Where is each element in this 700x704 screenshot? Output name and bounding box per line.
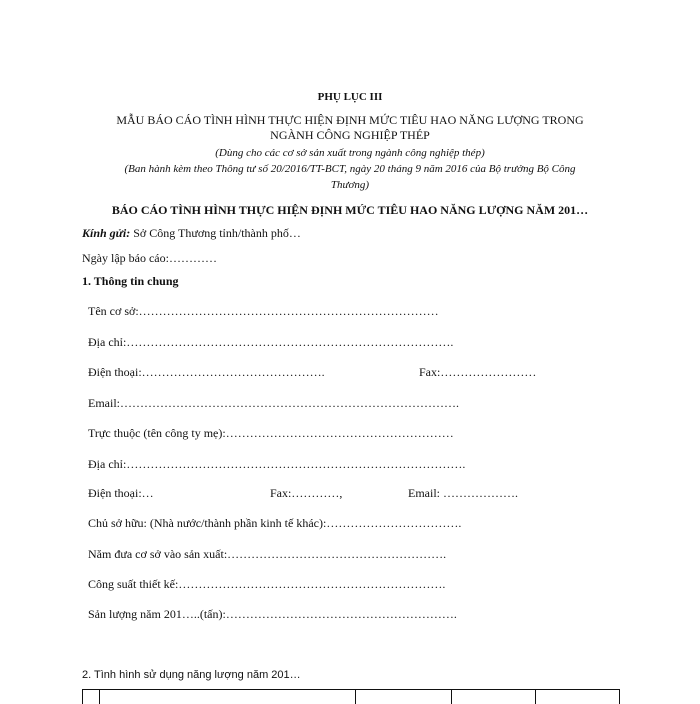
field-address: Địa chỉ:………………………………………………………………………. [88,335,454,349]
appendix-heading: PHỤ LỤC III [317,91,383,103]
table-column-divider [99,690,100,704]
field-phone: Điện thoại:………………………………………. [88,365,325,379]
field-parent-address: Địa chỉ:…………………………………………………………………………. [88,457,466,471]
recipient-label: Kính gửi: [82,226,131,240]
energy-usage-table [82,689,620,704]
field-parent-phone: Điện thoại:… [88,486,154,500]
field-facility-name: Tên cơ sở:………………………………………………………………… [88,304,439,318]
recipient-value: Sở Công Thương tỉnh/thành phố… [130,226,301,240]
field-fax: Fax:…………………… [419,365,537,379]
report-date: Ngày lập báo cáo:………… [82,251,217,265]
field-parent-email: Email: ………………. [408,486,518,500]
field-start-year: Năm đưa cơ sở vào sản xuất:………………………………………………. [88,547,447,561]
recipient-line [82,226,301,241]
report-title: BÁO CÁO TÌNH HÌNH THỰC HIỆN ĐỊNH MỨC TIÊU HAO NĂNG LƯỢNG NĂM 201… [111,203,589,217]
issued-note-line-1: (Ban hành kèm theo Thông tư số 20/2016/TT-BCT, ngày 20 tháng 9 năm 2016 của Bộ trưởng Bộ Công [124,163,576,175]
table-column-divider [535,690,536,704]
table-column-divider [355,690,356,704]
form-title-line-1: MẪU BÁO CÁO TÌNH HÌNH THỰC HIỆN ĐỊNH MỨC TIÊU HAO NĂNG LƯỢNG TRONG [116,113,584,127]
section-1-title: 1. Thông tin chung [82,274,179,288]
usage-note: (Dùng cho các cơ sở sản xuất trong ngành công nghiệp thép) [215,147,485,159]
issued-note-line-2: Thương) [330,179,370,191]
field-owner: Chủ sở hữu: (Nhà nước/thành phần kinh tế khác):……………………………. [88,516,462,530]
field-design-capacity: Công suất thiết kế:…………………………………………………………. [88,577,446,591]
field-output: Sản lượng năm 201…..(tấn):…………………………………………………. [88,607,457,621]
form-title-line-2: NGÀNH CÔNG NGHIỆP THÉP [270,128,430,142]
field-email: Email:…………………………………………………………………………. [88,396,459,410]
field-parent-fax: Fax:…………, [270,486,343,500]
field-parent-company: Trực thuộc (tên công ty mẹ):………………………………………………… [88,426,454,440]
table-column-divider [451,690,452,704]
section-2-title: 2. Tình hình sử dụng năng lượng năm 201… [82,669,301,681]
